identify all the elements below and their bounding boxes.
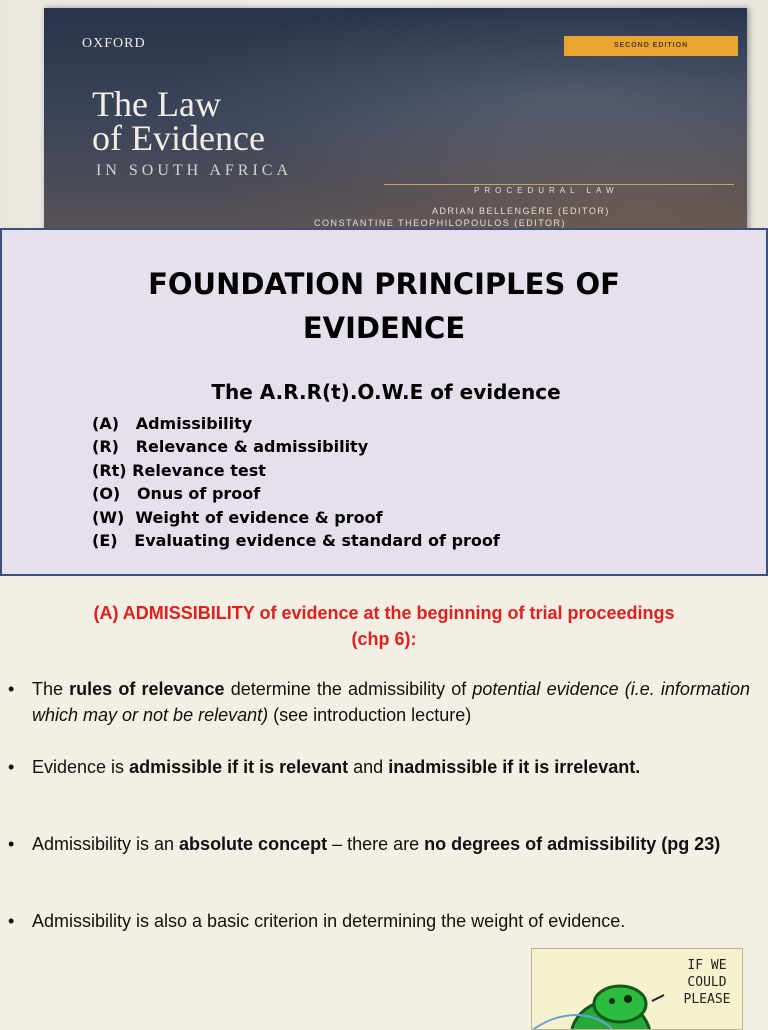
bullet-glyph: • xyxy=(8,911,15,931)
cartoon-image xyxy=(531,948,743,1030)
text-run: determine the admissibility of xyxy=(224,679,473,699)
text-run: The xyxy=(32,679,70,699)
text-run: – there are xyxy=(327,834,425,854)
foundation-heading-line1: FOUNDATION PRINCIPLES OF xyxy=(148,267,620,301)
text-run: Admissibility is an xyxy=(32,834,180,854)
publisher-name: OXFORD xyxy=(82,36,146,51)
text-run: (see introduction lecture) xyxy=(268,705,472,725)
speech-line: COULD xyxy=(687,975,727,990)
text-run: and xyxy=(348,757,389,777)
principle-item-relevance-test: (Rt) Relevance test xyxy=(92,460,266,480)
edition-badge: SECOND EDITION xyxy=(564,36,738,56)
book-subtitle: IN SOUTH AFRICA xyxy=(96,162,293,179)
principle-item-relevance: (R) Relevance & admissibility xyxy=(92,437,369,457)
cartoon-speech-text xyxy=(672,957,742,1008)
speech-line: IF WE xyxy=(687,958,727,973)
principle-item-admissibility: (A) Admissibility xyxy=(92,414,253,433)
bullet-glyph: • xyxy=(8,834,15,854)
principle-item-evaluating: (E) Evaluating evidence & standard of proof xyxy=(92,531,500,551)
italic-text: potential evidence (i.e. information which may or not be relevant) xyxy=(32,679,750,725)
admissibility-section-title xyxy=(0,600,768,652)
bullet-glyph: • xyxy=(8,757,15,777)
text-run: Evidence is xyxy=(32,757,130,777)
principles-list xyxy=(92,412,500,552)
bold-text: admissible if it is relevant xyxy=(129,757,349,777)
bullet-text xyxy=(32,754,750,780)
principle-item-onus: (O) Onus of proof xyxy=(92,484,261,504)
bold-text: no degrees of admissibility (pg 23) xyxy=(424,834,721,854)
bullet-text: Admissibility is also a basic criterion in determining the weight of evidence. xyxy=(32,911,626,931)
speech-line: PLEASE xyxy=(683,992,731,1007)
bold-text: rules of relevance xyxy=(69,679,225,699)
bullet-text xyxy=(32,676,750,728)
book-editor-1: ADRIAN BELLENGÈRE (EDITOR) xyxy=(432,206,610,216)
foundation-principles-box xyxy=(0,228,768,576)
foundation-heading xyxy=(2,262,766,350)
cover-divider xyxy=(384,184,734,185)
bullet-glyph: • xyxy=(8,679,15,699)
book-cover-photo xyxy=(0,0,768,229)
foundation-heading-line2: EVIDENCE xyxy=(302,311,466,345)
book-title-line2: of Evidence xyxy=(92,118,265,158)
section-title-line2: (chp 6): xyxy=(351,629,417,649)
book-title-line1: The Law xyxy=(92,84,221,124)
book-editor-2: CONSTANTINE THEOPHILOPOULOS (EDITOR) xyxy=(314,218,567,228)
bullet-text xyxy=(32,831,750,857)
book-cover xyxy=(44,8,747,229)
arrowe-subheading: The A.R.R(t).O.W.E of evidence xyxy=(211,380,561,404)
section-title-line1: (A) ADMISSIBILITY of evidence at the beginning of trial proceedings xyxy=(93,603,675,623)
bold-text: absolute concept xyxy=(179,834,328,854)
bold-text: inadmissible if it is irrelevant. xyxy=(388,757,641,777)
principle-item-weight: (W) Weight of evidence & proof xyxy=(92,507,383,527)
book-series: PROCEDURAL LAW xyxy=(474,186,619,195)
